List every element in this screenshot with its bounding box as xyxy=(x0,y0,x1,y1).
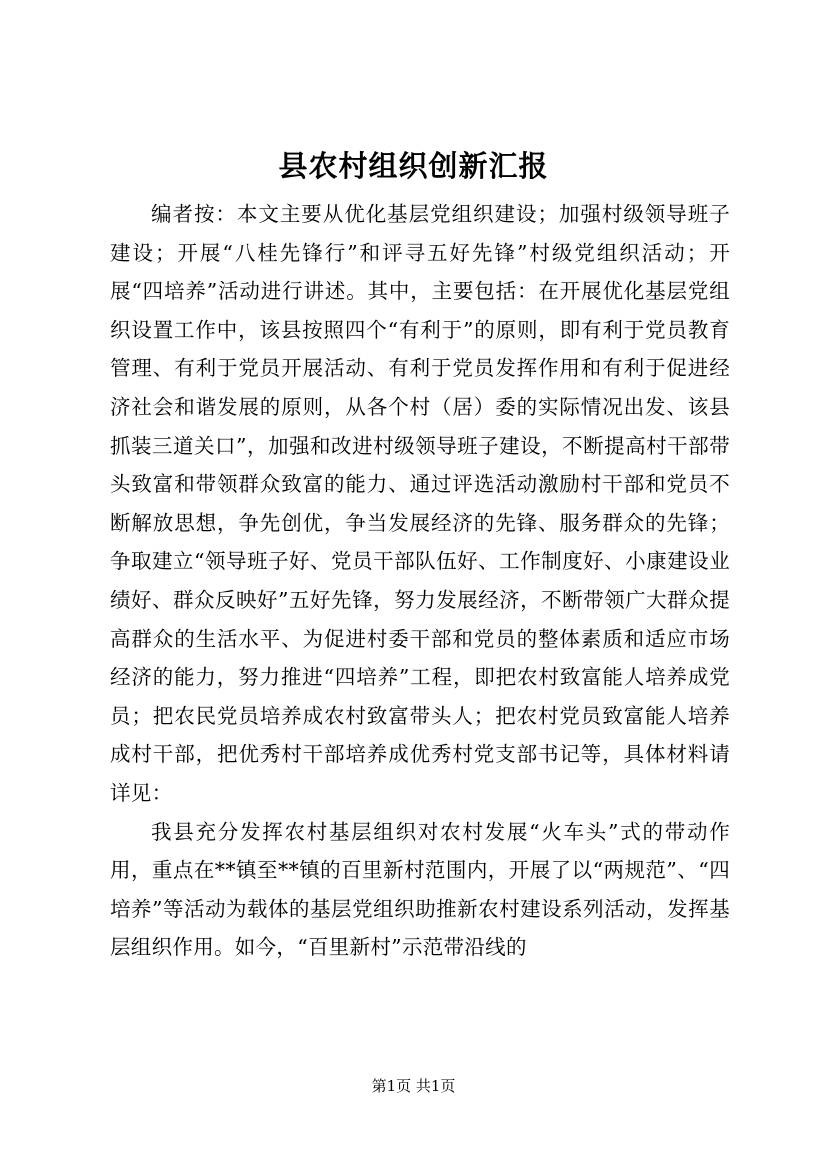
document-body xyxy=(110,195,730,967)
paragraph-main: 我县充分发挥农村基层组织对农村发展“火车头”式的带动作用，重点在**镇至**镇的百里新村范围内，开展了以“两规范”、“四培养”等活动为载体的基层党组织助推新农村建设系列活动，发挥基层组织作用。如今，“百里新村”示范带沿线的 xyxy=(110,819,730,960)
paragraph-editor-note: 编者按：本文主要从优化基层党组织建设；加强村级领导班子建设；开展“八桂先锋行”和评寻五好先锋”村级党组织活动；开展“四培养”活动进行讲述。其中，主要包括：在开展优化基层党组织设置工作中，该县按照四个“有利于”的原则，即有利于党员教育管理、有利于党员开展活动、有利于党员发挥作用和有利于促进经济社会和谐发展的原则，从各个村（居）委的实际情况出发、该县抓装三道关口”，加强和改进村级领导班子建设，不断提高村干部带头致富和带领群众致富的能力、通过评选活动激励村干部和党员不断解放思想，争先创优，争当发展经济的先锋、服务群众的先锋；争取建立“领导班子好、党员干部队伍好、工作制度好、小康建设业绩好、群众反映好”五好先锋，努力发展经济，不断带领广大群众提高群众的生活水平、为促进村委干部和党员的整体素质和适应市场经济的能力，努力推进“四培养”工程，即把农村致富能人培养成党员；把农民党员培养成农村致富带头人；把农村党员致富能人培养成村干部，把优秀村干部培养成优秀村党支部书记等，具体材料请详见： xyxy=(110,202,730,805)
page-footer: 第1页 共1页 xyxy=(371,1077,456,1095)
document-title: 县农村组织创新汇报 xyxy=(278,149,549,183)
